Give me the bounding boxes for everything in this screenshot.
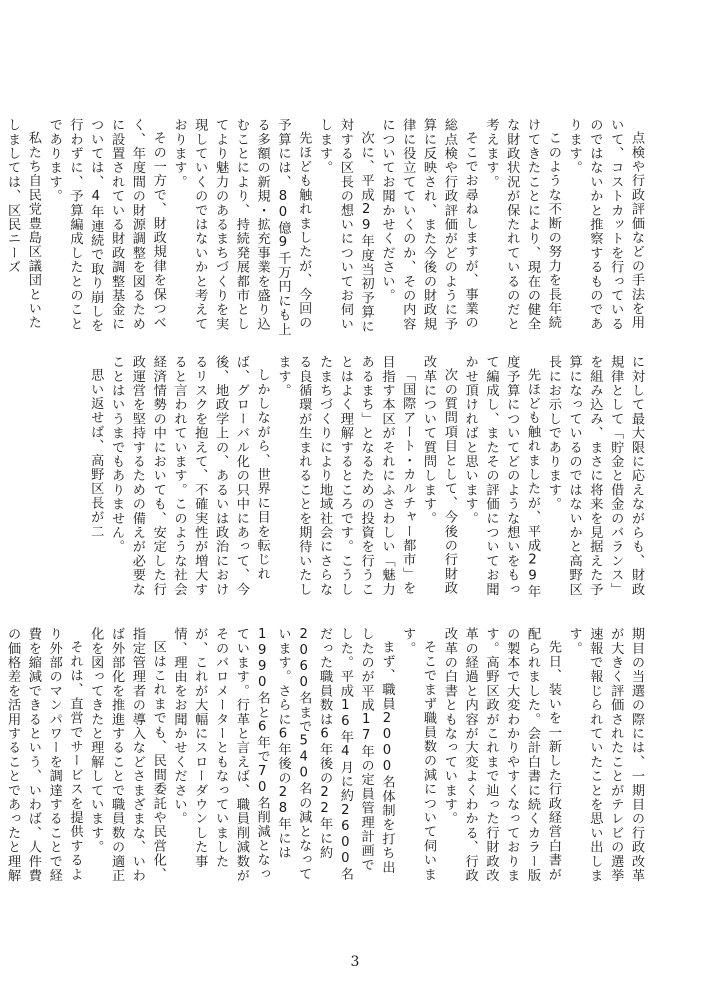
paragraph: 点検や行政評価などの手法を用いて、コストカットを行っているのではないかと推察するものであります。 xyxy=(566,118,644,331)
paragraph: 区はこれまでも、民間委託や民営化、指定管理者の導入などさまざまな、いわば外部化を推進することで職員数の適正化を図ってきたと理解しています。 xyxy=(88,627,166,883)
paragraph: に対して最大限に応えながらも、財政規律として「貯金と借金のバランス」を組み込み、まさに将来を見据えた予算になっているのではないかと高野区長にお示しであります。 xyxy=(545,355,644,597)
paragraph: 期目の当選の際には、一期目の行政改革が大きく評価されたことがテレビの選挙速報で報じられていたことを思い出します。 xyxy=(566,627,644,883)
paragraph: それは、直営でサービスを提供するより外部のマンパワーを調達することで経費を縮減できるという、いわば、人件費の価格差を活用することであったと理解 xyxy=(5,627,83,883)
paragraph: 先ほども触れましたが、今回の予算には、80億9千万円にも上る多額の新規・拡充事業を盛り込むことにより、持続発展都市としてより魅力のあるまちづくりを実現していくのではないかと考えております。 xyxy=(171,118,312,337)
page-number: 3 xyxy=(350,954,360,970)
paragraph: まず、職員2000名体制を打ち出したのが平成17年の定員管理計画でした。平成16年4月に約2600名だった職員数は6年後の22年に約2060名まで540名の減となっています。さらに6年後の28年には1990名と6年で70名削減となっています。行革と言えば、職員削減数がそのバロメーターともなっていましたが、これが大幅にスローダウンした事情、理由をお聞かせください。 xyxy=(171,627,395,883)
paragraph: そこでまず職員数の減について伺います。 xyxy=(400,627,437,882)
paragraph: 次の質問項目として、今後の行財政改革について質問します。 xyxy=(421,355,457,596)
paragraph: 思い返せば、高野区長が二 xyxy=(88,368,104,539)
text-band-middle xyxy=(64,355,646,609)
text-band-bottom xyxy=(5,627,646,885)
paragraph: このような不断の努力を長年続けてきたことにより、現在の健全な財政状況が保たれているのだと考えます。 xyxy=(483,118,561,331)
paragraph: 先日、装いを一新した行政経営白書が配られました。会計白書に続くカラー版の製本で大変わかりやすくなっております。高野区政がこれまで辿った行財政改革の経過と内容が大変よくわかる、行政改革の白書ともなっています。 xyxy=(441,627,561,883)
paragraph: そこでお尋ねしますが、事業の総点検や行政評価がどのように予算に反映され、また今後の財政規律に役立てていくのか、その内容についてお聞かせください。 xyxy=(379,118,478,331)
paragraph: しかしながら、世界に目を転じれば、グローバル化の只中にあって、今後、地政学上の、あるいは政治におけるリスクを抱えて、不確実性が増大すると言われています。このような社会経済情勢の中においても、安定した行政運営を堅持するための備えが必要なことはいうまでもありません。 xyxy=(109,355,270,597)
paragraph: 「国際アート・カルチャー都市」を目指す本区がそれにふさわしい「魅力あるまち」となるための投資を行うことはよく理解するところです。こうしたまちづくりにより地域社会にさらなる良循環が生まれることを期待いたします。 xyxy=(275,355,416,597)
text-band-top xyxy=(5,118,646,337)
paragraph: 先ほども触れましたが、平成29年度予算についてどのような想いをもって編成し、またその評価についてお聞かせ頂ければと思います。 xyxy=(462,355,541,599)
paragraph: 私たち自民党豊島区議団といたしましては、区民ニーズ xyxy=(5,118,41,330)
paragraph: 次に、平成29年度当初予算に対する区長の想いについてお伺いします。 xyxy=(317,118,374,334)
paragraph: その一方で、財政規律を保つべく、年度間の財源調整を図るために設置されている財政調整基金については、4年連続で取り崩しを行わずに、予算編成したとのことであります。 xyxy=(46,118,166,333)
